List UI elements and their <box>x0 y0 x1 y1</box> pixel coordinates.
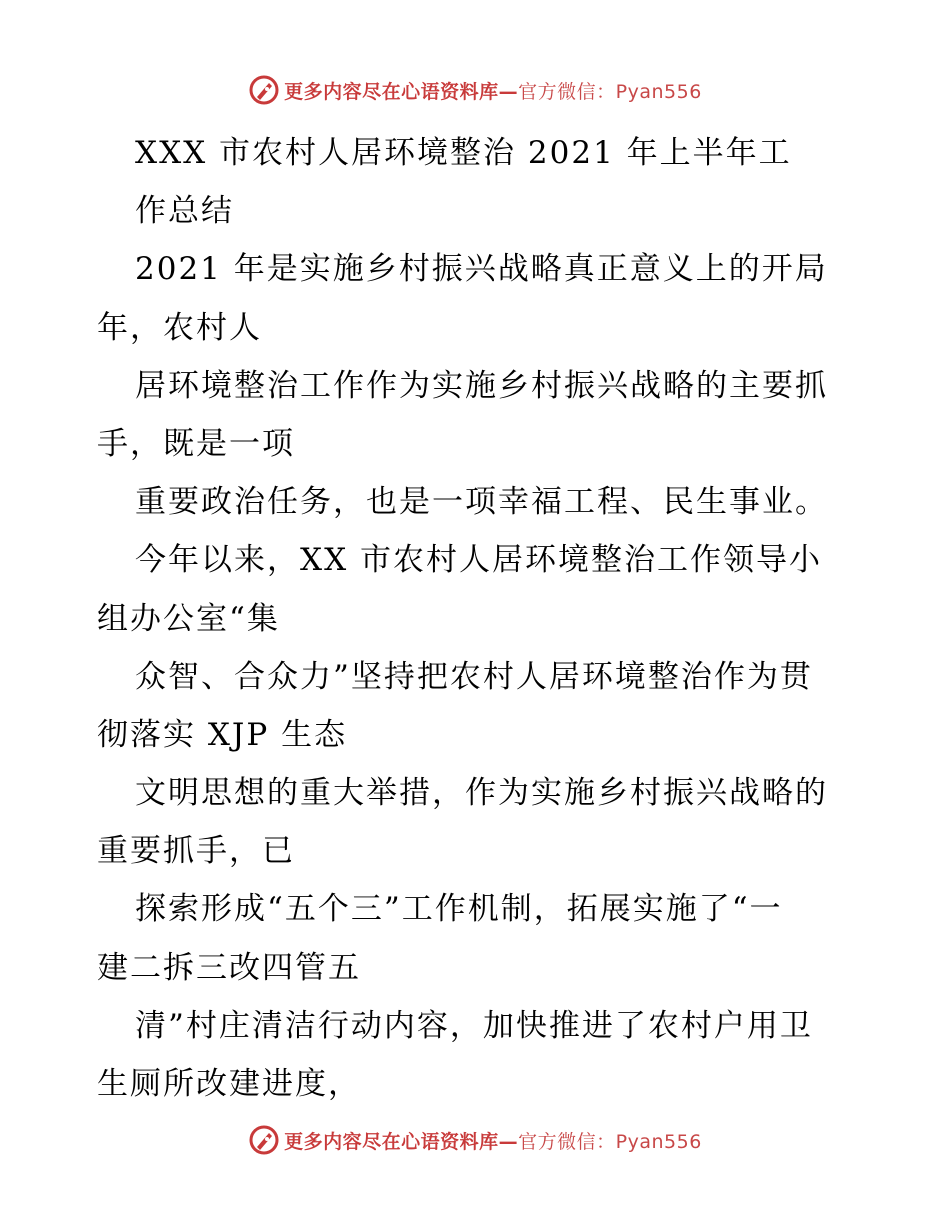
paragraph-line: 2021 年是实施乡村振兴战略真正意义上的开局 <box>135 251 828 288</box>
document-title-line: XXX 市农村人居环境整治 2021 年上半年工 <box>135 135 792 171</box>
paragraph-line: 文明思想的重大举措，作为实施乡村振兴战略的 <box>135 775 828 812</box>
paragraph-line: 年，农村人 <box>97 309 262 346</box>
paragraph-line: 众智、合众力”坚持把农村人居环境整治作为贯 <box>135 658 813 695</box>
paragraph-line: 手，既是一项 <box>97 425 295 462</box>
footer-banner <box>0 1120 950 1160</box>
paragraph-line: 组办公室“集 <box>97 600 280 637</box>
document-body <box>97 124 857 1113</box>
pen-nib-circle-icon <box>248 74 280 106</box>
paragraph-line: 生厕所改建进度， <box>97 1066 361 1102</box>
paragraph-line: 重要政治任务，也是一项幸福工程、民生事业。 <box>135 484 828 521</box>
paragraph-line: 探索形成“五个三”工作机制，拓展实施了“一 <box>135 891 783 928</box>
paragraph-line: 重要抓手，已 <box>97 833 295 870</box>
paragraph-line: 彻落实 XJP 生态 <box>97 716 348 753</box>
pen-nib-circle-icon <box>248 1124 280 1156</box>
paragraph-line: 清”村庄清洁行动内容，加快推进了农村户用卫 <box>135 1007 813 1044</box>
header-banner <box>0 70 950 110</box>
paragraph-line: 居环境整治工作作为实施乡村振兴战略的主要抓 <box>135 367 828 404</box>
banner-text: 更多内容尽在心语资料库—官方微信：Pyan556 <box>284 1130 702 1153</box>
paragraph-line: 建二拆三改四管五 <box>97 949 361 986</box>
banner-text: 更多内容尽在心语资料库—官方微信：Pyan556 <box>284 80 702 103</box>
document-title-line: 作总结 <box>135 193 234 230</box>
paragraph-line: 今年以来，XX 市农村人居环境整治工作领导小 <box>135 542 822 579</box>
